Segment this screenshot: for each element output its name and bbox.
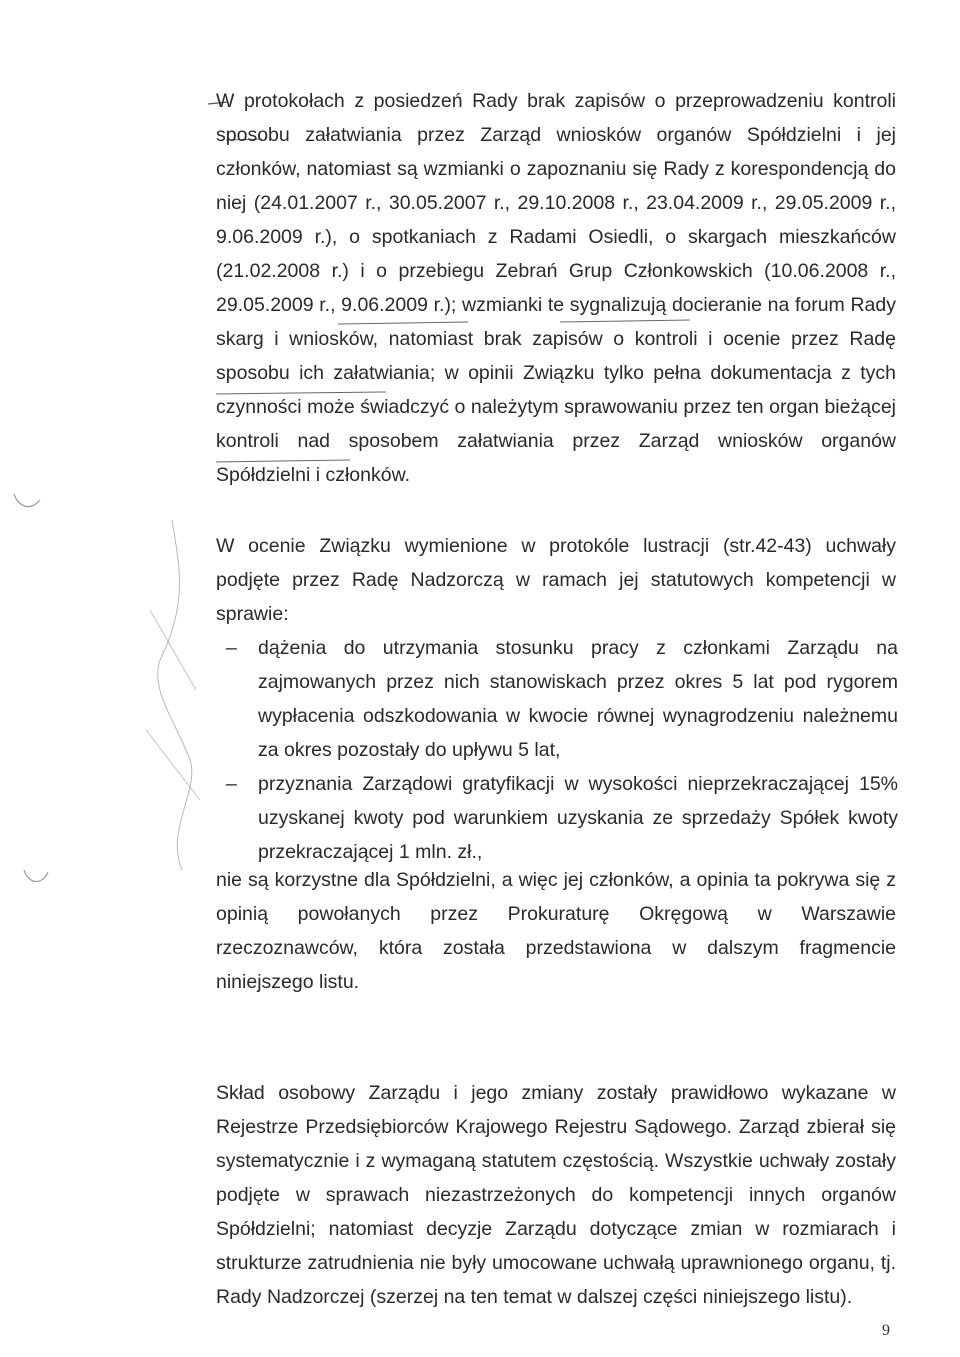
margin-pen-stroke bbox=[146, 730, 200, 800]
punch-hole-mark bbox=[24, 870, 48, 882]
resolutions-list bbox=[226, 631, 898, 869]
list-item bbox=[226, 767, 898, 869]
margin-pen-stroke bbox=[158, 520, 192, 870]
page-number: 9 bbox=[882, 1322, 890, 1339]
list-item-text: przyznania Zarządowi gratyfikacji w wysokości nieprzekraczającej 15% uzyskanej kwoty pod warunkiem uzyskania ze sprzedaży Spółek kwoty przekraczającej 1 mln. zł., bbox=[258, 773, 898, 863]
paragraph-rada-protocols: W protokołach z posiedzeń Rady brak zapisów o przeprowadzeniu kontroli sposobu załatwiania przez Zarząd wniosków organów Spółdzielni i jej członków, natomiast są wzmianki o zapoznaniu się Rady z korespondencją do niej (24.01.2007 r., 30.05.2007 r., 29.10.2008 r., 23.04.2009 r., 29.05.2009 r., 9.06.2009 r.), o spotkaniach z Radami Osiedli, o skargach mieszkańców (21.02.2008 r.) i o przebiegu Zebrań Grup Członkowskich (10.06.2008 r., 29.05.2009 r., 9.06.2009 r.); wzmianki te sygnalizują docieranie na forum Rady skarg i wniosków, natomiast brak zapisów o kontroli i ocenie przez Radę sposobu ich załatwiania; w opinii Związku tylko pełna dokumentacja z tych czynności może świadczyć o należytym sprawowaniu przez ten organ bieżącej kontroli nad sposobem załatwiania przez Zarząd wniosków organów Spółdzielni i członków. bbox=[216, 90, 896, 486]
list-dash: – bbox=[226, 637, 237, 659]
list-dash: – bbox=[226, 773, 237, 795]
list-item bbox=[226, 631, 898, 767]
paragraph-not-beneficial: nie są korzystne dla Spółdzielni, a więc jej członków, a opinia ta pokrywa się z opinią powołanych przez Prokuraturę Okręgową w Warszawie rzeczoznawców, która została przedstawiona w dalszym fragmencie niniejszego listu. bbox=[216, 869, 896, 993]
list-item-text: dążenia do utrzymania stosunku pracy z członkami Zarządu na zajmowanych przez nich stanowiskach przez okres 5 lat pod rygorem wypłacenia odszkodowania w kwocie równej wynagrodzeniu należnemu za okres pozostały do upływu 5 lat, bbox=[258, 637, 898, 761]
margin-pen-stroke bbox=[150, 610, 196, 690]
punch-hole-mark bbox=[14, 494, 40, 507]
paragraph-lustration-assessment: W ocenie Związku wymienione w protokóle lustracji (str.42-43) uchwały podjęte przez Radę Nadzorczą w ramach jej statutowych kompetencji w sprawie: bbox=[216, 535, 896, 625]
paragraph-board-composition: Skład osobowy Zarządu i jego zmiany zostały prawidłowo wykazane w Rejestrze Przedsiębiorców Krajowego Rejestru Sądowego. Zarząd zbierał się systematycznie i z wymaganą statutem częstością. Wszystkie uchwały zostały podjęte w sprawach niezastrzeżonych do kompetencji innych organów Spółdzielni; natomiast decyzje Zarządu dotyczące zmian w rozmiarach i strukturze zatrudnienia nie były umocowane uchwałą uprawnionego organu, tj. Rady Nadzorczej (szerzej na ten temat w dalszej części niniejszego listu). bbox=[216, 1082, 896, 1308]
